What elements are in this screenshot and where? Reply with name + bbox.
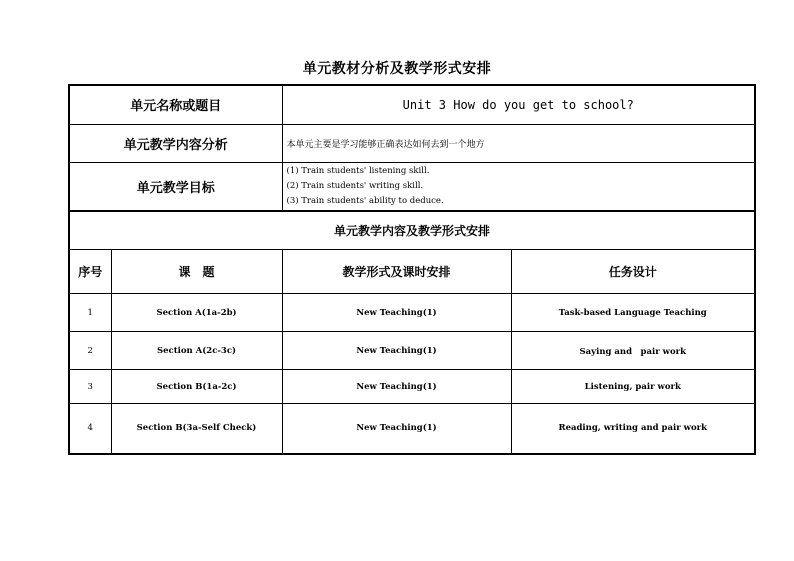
goal-item: (2) Train students' writing skill. xyxy=(286,180,424,191)
row-topic: Section A(2c-3c) xyxy=(111,332,282,370)
unit-name-label: 单元名称或题目 xyxy=(69,85,282,124)
row-task: Saying and pair work xyxy=(511,332,755,370)
goals-list xyxy=(282,162,755,211)
lesson-plan-table xyxy=(68,84,756,455)
row-number: 4 xyxy=(69,404,111,454)
row-form: New Teaching(1) xyxy=(282,370,511,404)
table-row xyxy=(69,404,755,454)
table-row xyxy=(69,294,755,332)
table-row xyxy=(69,332,755,370)
row-form: New Teaching(1) xyxy=(282,404,511,454)
analysis-value: 本单元主要是学习能够正确表达如何去到一个地方 xyxy=(282,124,755,162)
unit-name-value: Unit 3 How do you get to school? xyxy=(282,85,755,124)
row-topic: Section A(1a-2b) xyxy=(111,294,282,332)
arrangement-heading: 单元教学内容及教学形式安排 xyxy=(69,211,755,250)
row-form: New Teaching(1) xyxy=(282,294,511,332)
unit-name-row xyxy=(69,85,755,124)
row-task: Listening, pair work xyxy=(511,370,755,404)
column-header-form: 教学形式及课时安排 xyxy=(282,250,511,294)
row-topic: Section B(1a-2c) xyxy=(111,370,282,404)
arrangement-heading-row xyxy=(69,211,755,250)
analysis-label: 单元教学内容分析 xyxy=(69,124,282,162)
goals-row xyxy=(69,162,755,211)
column-header-row xyxy=(69,250,755,294)
row-number: 1 xyxy=(69,294,111,332)
row-topic: Section B(3a-Self Check) xyxy=(111,404,282,454)
table-row xyxy=(69,370,755,404)
goal-item: (1) Train students' listening skill. xyxy=(286,165,430,176)
row-number: 3 xyxy=(69,370,111,404)
row-number: 2 xyxy=(69,332,111,370)
goals-label: 单元教学目标 xyxy=(69,162,282,211)
row-task: Task-based Language Teaching xyxy=(511,294,755,332)
analysis-row xyxy=(69,124,755,162)
column-header-task: 任务设计 xyxy=(511,250,755,294)
goal-item: (3) Train students' ability to deduce. xyxy=(286,195,444,206)
column-header-topic: 课 题 xyxy=(111,250,282,294)
row-form: New Teaching(1) xyxy=(282,332,511,370)
document-title: 单元教材分析及教学形式安排 xyxy=(302,61,492,77)
column-header-no: 序号 xyxy=(69,250,111,294)
row-task: Reading, writing and pair work xyxy=(511,404,755,454)
